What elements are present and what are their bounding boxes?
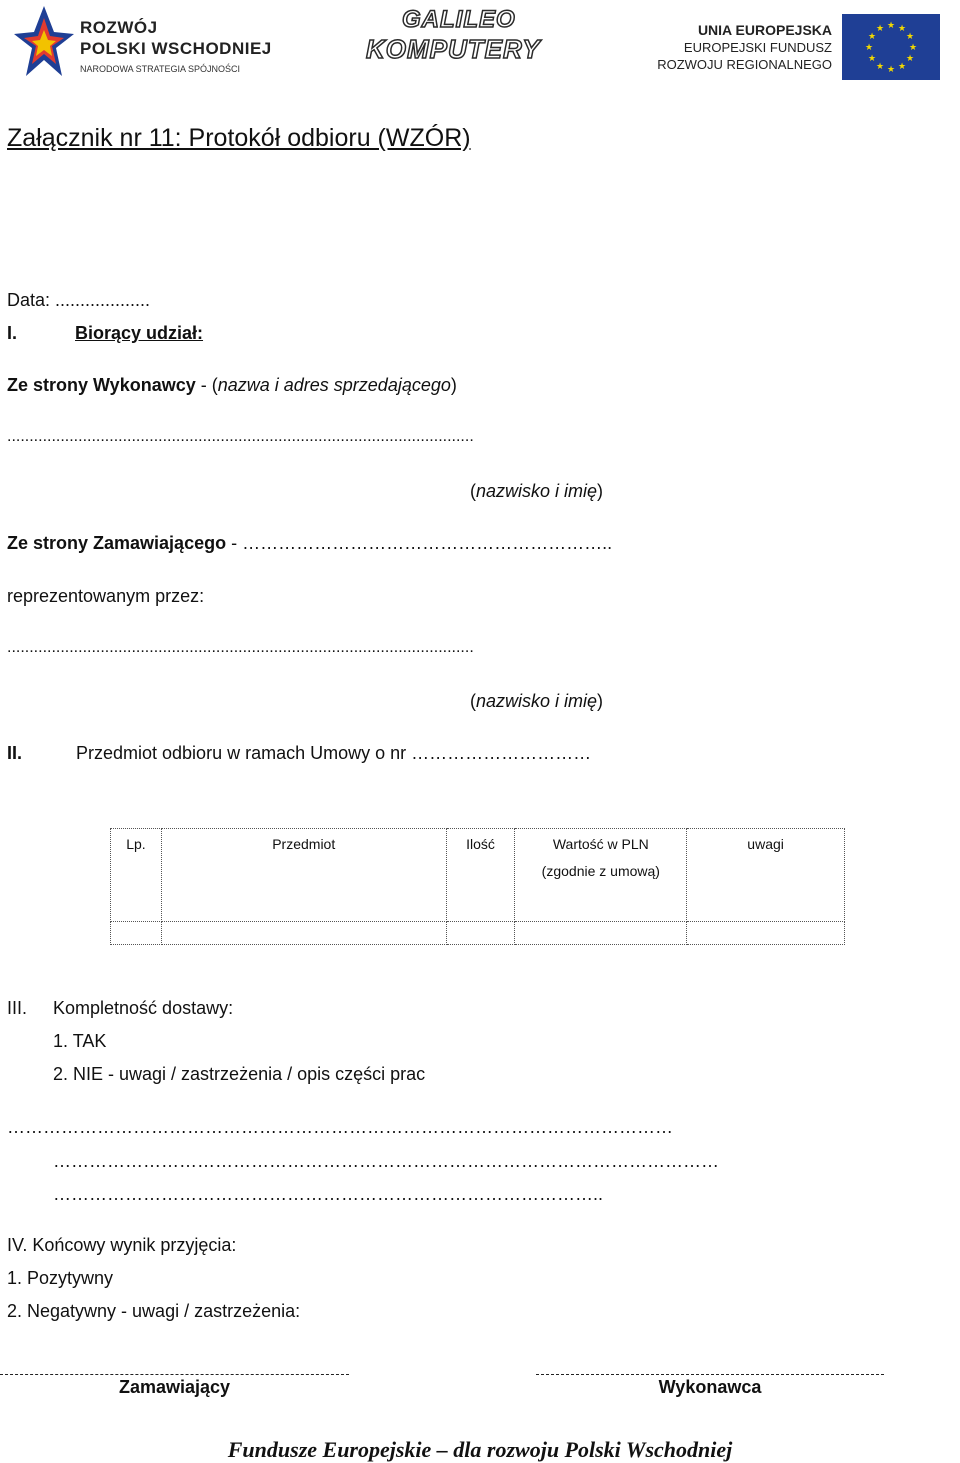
- svg-text:★: ★: [905, 54, 915, 64]
- logo-right-line3: ROZWOJU REGIONALNEGO: [657, 57, 832, 72]
- section3-dots-1: …………………………………………………………………………………………………: [7, 1117, 673, 1137]
- contractor-label: Ze strony Wykonawcy: [7, 375, 196, 395]
- section3-dots-2: …………………………………………………………………………………………………: [53, 1151, 719, 1171]
- name-hint-2: [470, 691, 603, 712]
- page-title: Załącznik nr 11: Protokół odbioru (WZÓR): [7, 124, 471, 152]
- section1-number: I.: [7, 323, 18, 343]
- eu-flag-icon: [842, 14, 940, 80]
- table-cell: [687, 922, 845, 945]
- svg-text:★: ★: [886, 21, 896, 31]
- represented-by: reprezentowanym przez:: [7, 586, 205, 606]
- table-cell: [446, 922, 515, 945]
- section1-heading: Biorący udział:: [75, 323, 204, 343]
- contractor-rest-suffix: ): [450, 375, 457, 395]
- logo-left-line3: NARODOWA STRATEGIA SPÓJNOŚCI: [80, 64, 241, 74]
- svg-text:★: ★: [867, 54, 877, 64]
- section2-number: II.: [7, 743, 23, 763]
- table-header-row: [111, 829, 845, 922]
- items-table: [110, 828, 845, 945]
- contractor-rest-prefix: - (: [195, 375, 218, 395]
- section3-number: III.: [7, 998, 28, 1018]
- signature-line-right: [536, 1374, 884, 1375]
- svg-text:★: ★: [875, 62, 885, 72]
- section3-option-no: 2. NIE - uwagi / zastrzeżenia / opis części prac: [53, 1064, 426, 1084]
- section3-heading: Kompletność dostawy:: [53, 998, 234, 1018]
- signature-label-contractor: Wykonawca: [658, 1377, 762, 1397]
- name-hint-2-text: nazwisko i imię: [476, 691, 598, 711]
- svg-text:★: ★: [875, 24, 885, 34]
- name-hint-2-open: (: [470, 691, 476, 711]
- table-header-item: Przedmiot: [161, 829, 446, 922]
- contractor-rest-italic: nazwa i adres sprzedającego: [217, 375, 451, 395]
- logo-left-line2: POLSKI WSCHODNIEJ: [80, 39, 272, 58]
- table-header-lp: Lp.: [111, 829, 162, 922]
- galileo-komputery-logo: [362, 6, 558, 68]
- logo-right-line2: EUROPEJSKI FUNDUSZ: [683, 40, 832, 55]
- svg-text:★: ★: [905, 32, 915, 42]
- logo-right-line1: UNIA EUROPEJSKA: [697, 22, 832, 38]
- table-header-qty: Ilość: [446, 829, 515, 922]
- section4-option-negative: 2. Negatywny - uwagi / zastrzeżenia:: [7, 1301, 301, 1321]
- name-hint-1: [470, 481, 603, 502]
- table-row: [111, 922, 845, 945]
- table-header-notes: uwagi: [687, 829, 845, 922]
- svg-text:★: ★: [897, 62, 907, 72]
- svg-text:★: ★: [886, 65, 896, 75]
- logo-mid-line2: KOMPUTERY: [366, 34, 541, 64]
- name-hint-2-close: ): [597, 691, 604, 711]
- contractor-line: [7, 375, 457, 396]
- star-emblem-icon: [14, 4, 74, 82]
- table-header-value-line2: (zgodnie z umową): [541, 863, 660, 879]
- section2-text: Przedmiot odbioru w ramach Umowy o nr …………………………: [76, 743, 592, 763]
- svg-text:★: ★: [864, 43, 874, 53]
- section3-option-yes: 1. TAK: [53, 1031, 107, 1051]
- table-cell: [111, 922, 162, 945]
- logo-mid-line1: GALILEO: [402, 6, 516, 33]
- client-dots: .........................................................................................................: [7, 639, 474, 656]
- client-line: [7, 533, 612, 554]
- table-cell: [161, 922, 446, 945]
- signature-label-client: Zamawiający: [118, 1377, 231, 1397]
- table-header-value-line1: Wartość w PLN: [552, 836, 649, 852]
- name-hint-1-open: (: [470, 481, 476, 501]
- client-label: Ze strony Zamawiającego: [7, 533, 227, 553]
- logo-left-line1: ROZWÓJ: [80, 18, 158, 37]
- table-cell: [515, 922, 687, 945]
- signature-line-left: [0, 1374, 349, 1375]
- date-line: Data: ...................: [7, 290, 151, 310]
- svg-text:★: ★: [897, 24, 907, 34]
- section4-option-positive: 1. Pozytywny: [7, 1268, 114, 1288]
- rozwoj-polski-wschodniej-logo: [14, 4, 274, 82]
- unia-europejska-logo: [657, 14, 944, 84]
- svg-text:★: ★: [867, 32, 877, 42]
- svg-text:★: ★: [908, 43, 918, 53]
- section3-dots-3: ………………………………………………………………………………..: [53, 1184, 604, 1204]
- name-hint-1-text: nazwisko i imię: [476, 481, 598, 501]
- table-header-value: [515, 829, 687, 922]
- name-hint-1-close: ): [597, 481, 604, 501]
- contractor-dots: .........................................................................................................: [7, 428, 474, 445]
- client-rest: - ……………………………………………………..: [226, 533, 613, 553]
- section4-heading: IV. Końcowy wynik przyjęcia:: [7, 1235, 237, 1255]
- footer-slogan: Fundusze Europejskie – dla rozwoju Polski Wschodniej: [227, 1437, 733, 1462]
